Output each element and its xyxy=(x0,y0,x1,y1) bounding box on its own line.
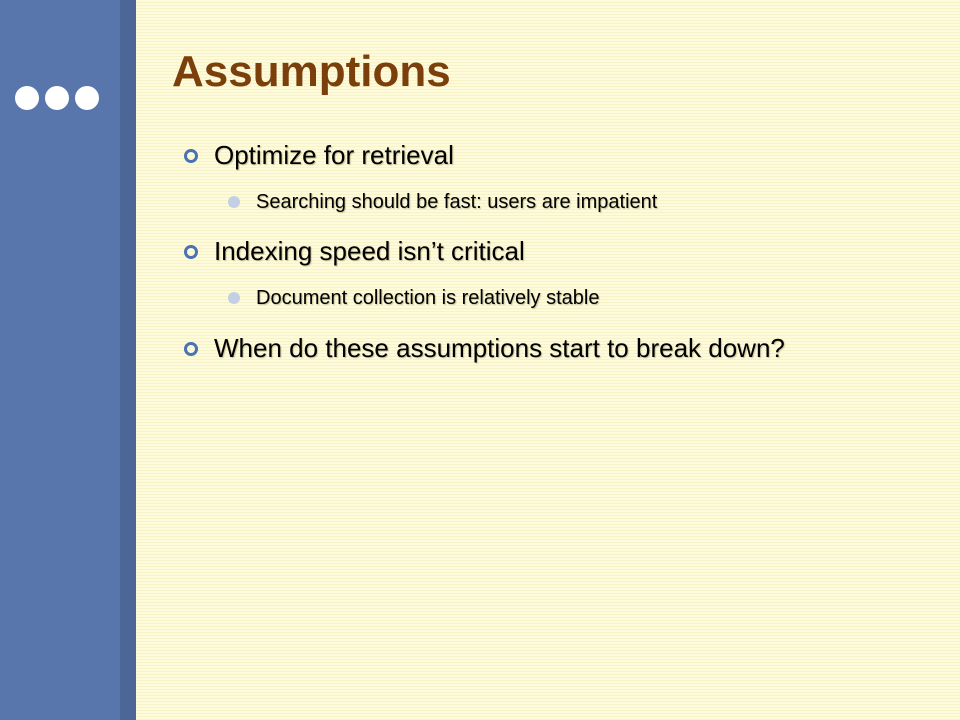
sub-bullet-text: Searching should be fast: users are impatient xyxy=(256,191,658,213)
bullet-text: Indexing speed isn’t critical xyxy=(214,236,525,266)
ring-bullet-icon xyxy=(184,149,198,163)
ring-bullet-icon xyxy=(184,342,198,356)
bullet-text: When do these assumptions start to break down? xyxy=(214,333,785,363)
ring-bullet-icon xyxy=(184,245,198,259)
sidebar-edge-stripe xyxy=(120,0,136,720)
slide-title: Assumptions xyxy=(172,47,451,96)
bullet-text: Optimize for retrieval xyxy=(214,140,454,170)
three-dots-icon xyxy=(15,86,99,110)
dot-icon xyxy=(75,86,99,110)
sub-bullet-text: Document collection is relatively stable xyxy=(256,287,600,309)
disc-bullet-icon xyxy=(228,196,240,208)
dot-icon xyxy=(15,86,39,110)
dot-icon xyxy=(45,86,69,110)
disc-bullet-icon xyxy=(228,292,240,304)
